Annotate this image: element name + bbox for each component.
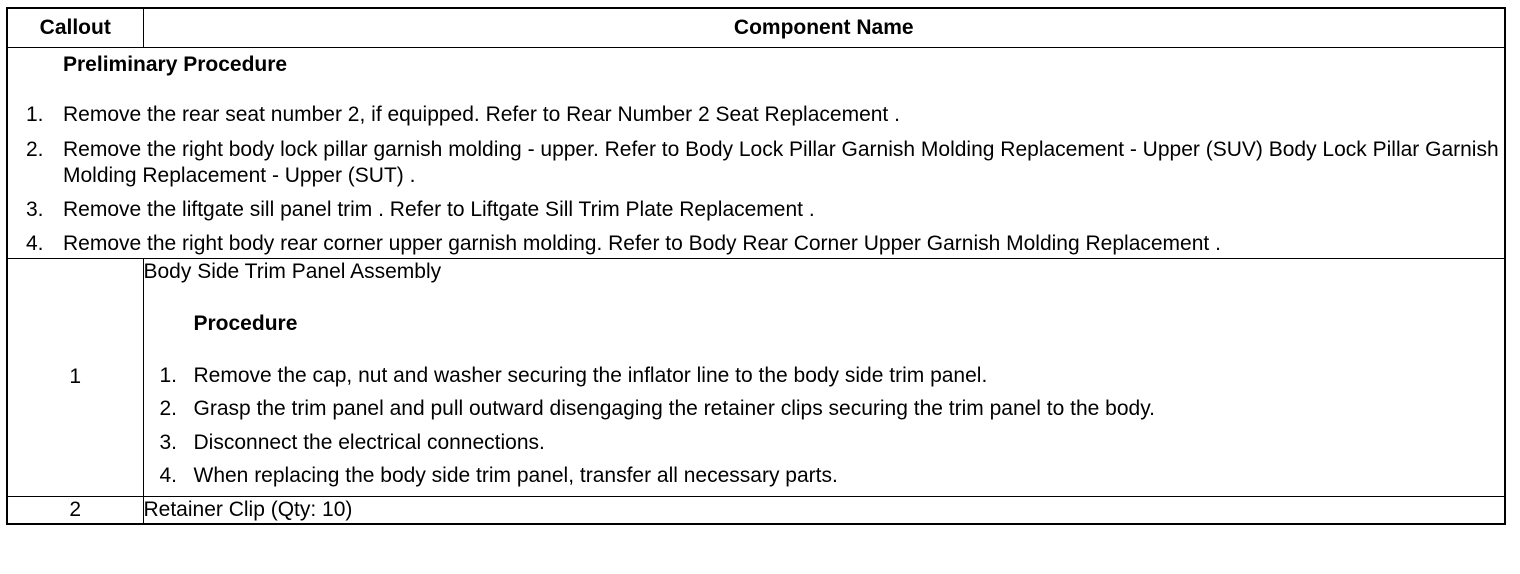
step-number: 4. xyxy=(26,232,44,256)
table-row xyxy=(7,258,1505,497)
procedure-steps xyxy=(144,363,1505,489)
header-row xyxy=(7,8,1505,48)
component-procedure xyxy=(144,311,1505,489)
list-item xyxy=(8,137,1504,190)
step-number: 4. xyxy=(159,463,178,487)
component-cell xyxy=(143,258,1505,497)
callout-number: 1 xyxy=(7,258,143,497)
table-row xyxy=(7,497,1505,525)
list-item xyxy=(8,231,1504,257)
component-name: Body Side Trim Panel Assembly xyxy=(143,259,442,283)
list-item xyxy=(8,102,1504,128)
step-number: 2. xyxy=(159,397,178,421)
list-item xyxy=(144,463,1505,489)
preliminary-cell xyxy=(7,48,1505,259)
step-text: When replacing the body side trim panel, transfer all necessary parts. xyxy=(193,463,838,487)
procedure-title: Procedure xyxy=(193,311,298,335)
step-text: Remove the right body lock pillar garnish molding - upper. Refer to Body Lock Pillar Garnish Molding Replacement - Upper (SUV) Body Lock Pillar Garnish Molding Replacement - Upper (SUT) . xyxy=(63,137,1499,187)
list-item xyxy=(144,430,1505,456)
step-text: Disconnect the electrical connections. xyxy=(193,430,545,454)
step-text: Remove the cap, nut and washer securing the inflator line to the body side trim panel. xyxy=(193,364,988,387)
component-name: Retainer Clip (Qty: 10) xyxy=(143,497,1505,525)
header-component-name: Component Name xyxy=(143,8,1505,48)
step-text: Remove the liftgate sill panel trim . Refer to Liftgate Sill Trim Plate Replacement . xyxy=(63,198,815,221)
list-item xyxy=(144,396,1505,422)
list-item xyxy=(144,363,1505,389)
callout-table xyxy=(6,7,1506,525)
preliminary-row xyxy=(7,48,1505,259)
preliminary-steps xyxy=(8,102,1504,257)
step-text: Grasp the trim panel and pull outward disengaging the retainer clips securing the trim panel to the body. xyxy=(193,397,1155,421)
list-item xyxy=(8,197,1504,223)
step-number: 1. xyxy=(159,364,178,387)
callout-number: 2 xyxy=(7,497,143,525)
step-number: 3. xyxy=(26,198,44,221)
step-text: Remove the rear seat number 2, if equipped. Refer to Rear Number 2 Seat Replacement . xyxy=(63,103,900,127)
step-number: 2. xyxy=(26,137,44,161)
header-callout: Callout xyxy=(7,8,143,48)
preliminary-title: Preliminary Procedure xyxy=(63,53,288,76)
step-number: 3. xyxy=(159,430,178,454)
step-text: Remove the right body rear corner upper garnish molding. Refer to Body Rear Corner Upper Garnish Molding Replacement . xyxy=(63,232,1221,256)
step-number: 1. xyxy=(26,103,44,127)
